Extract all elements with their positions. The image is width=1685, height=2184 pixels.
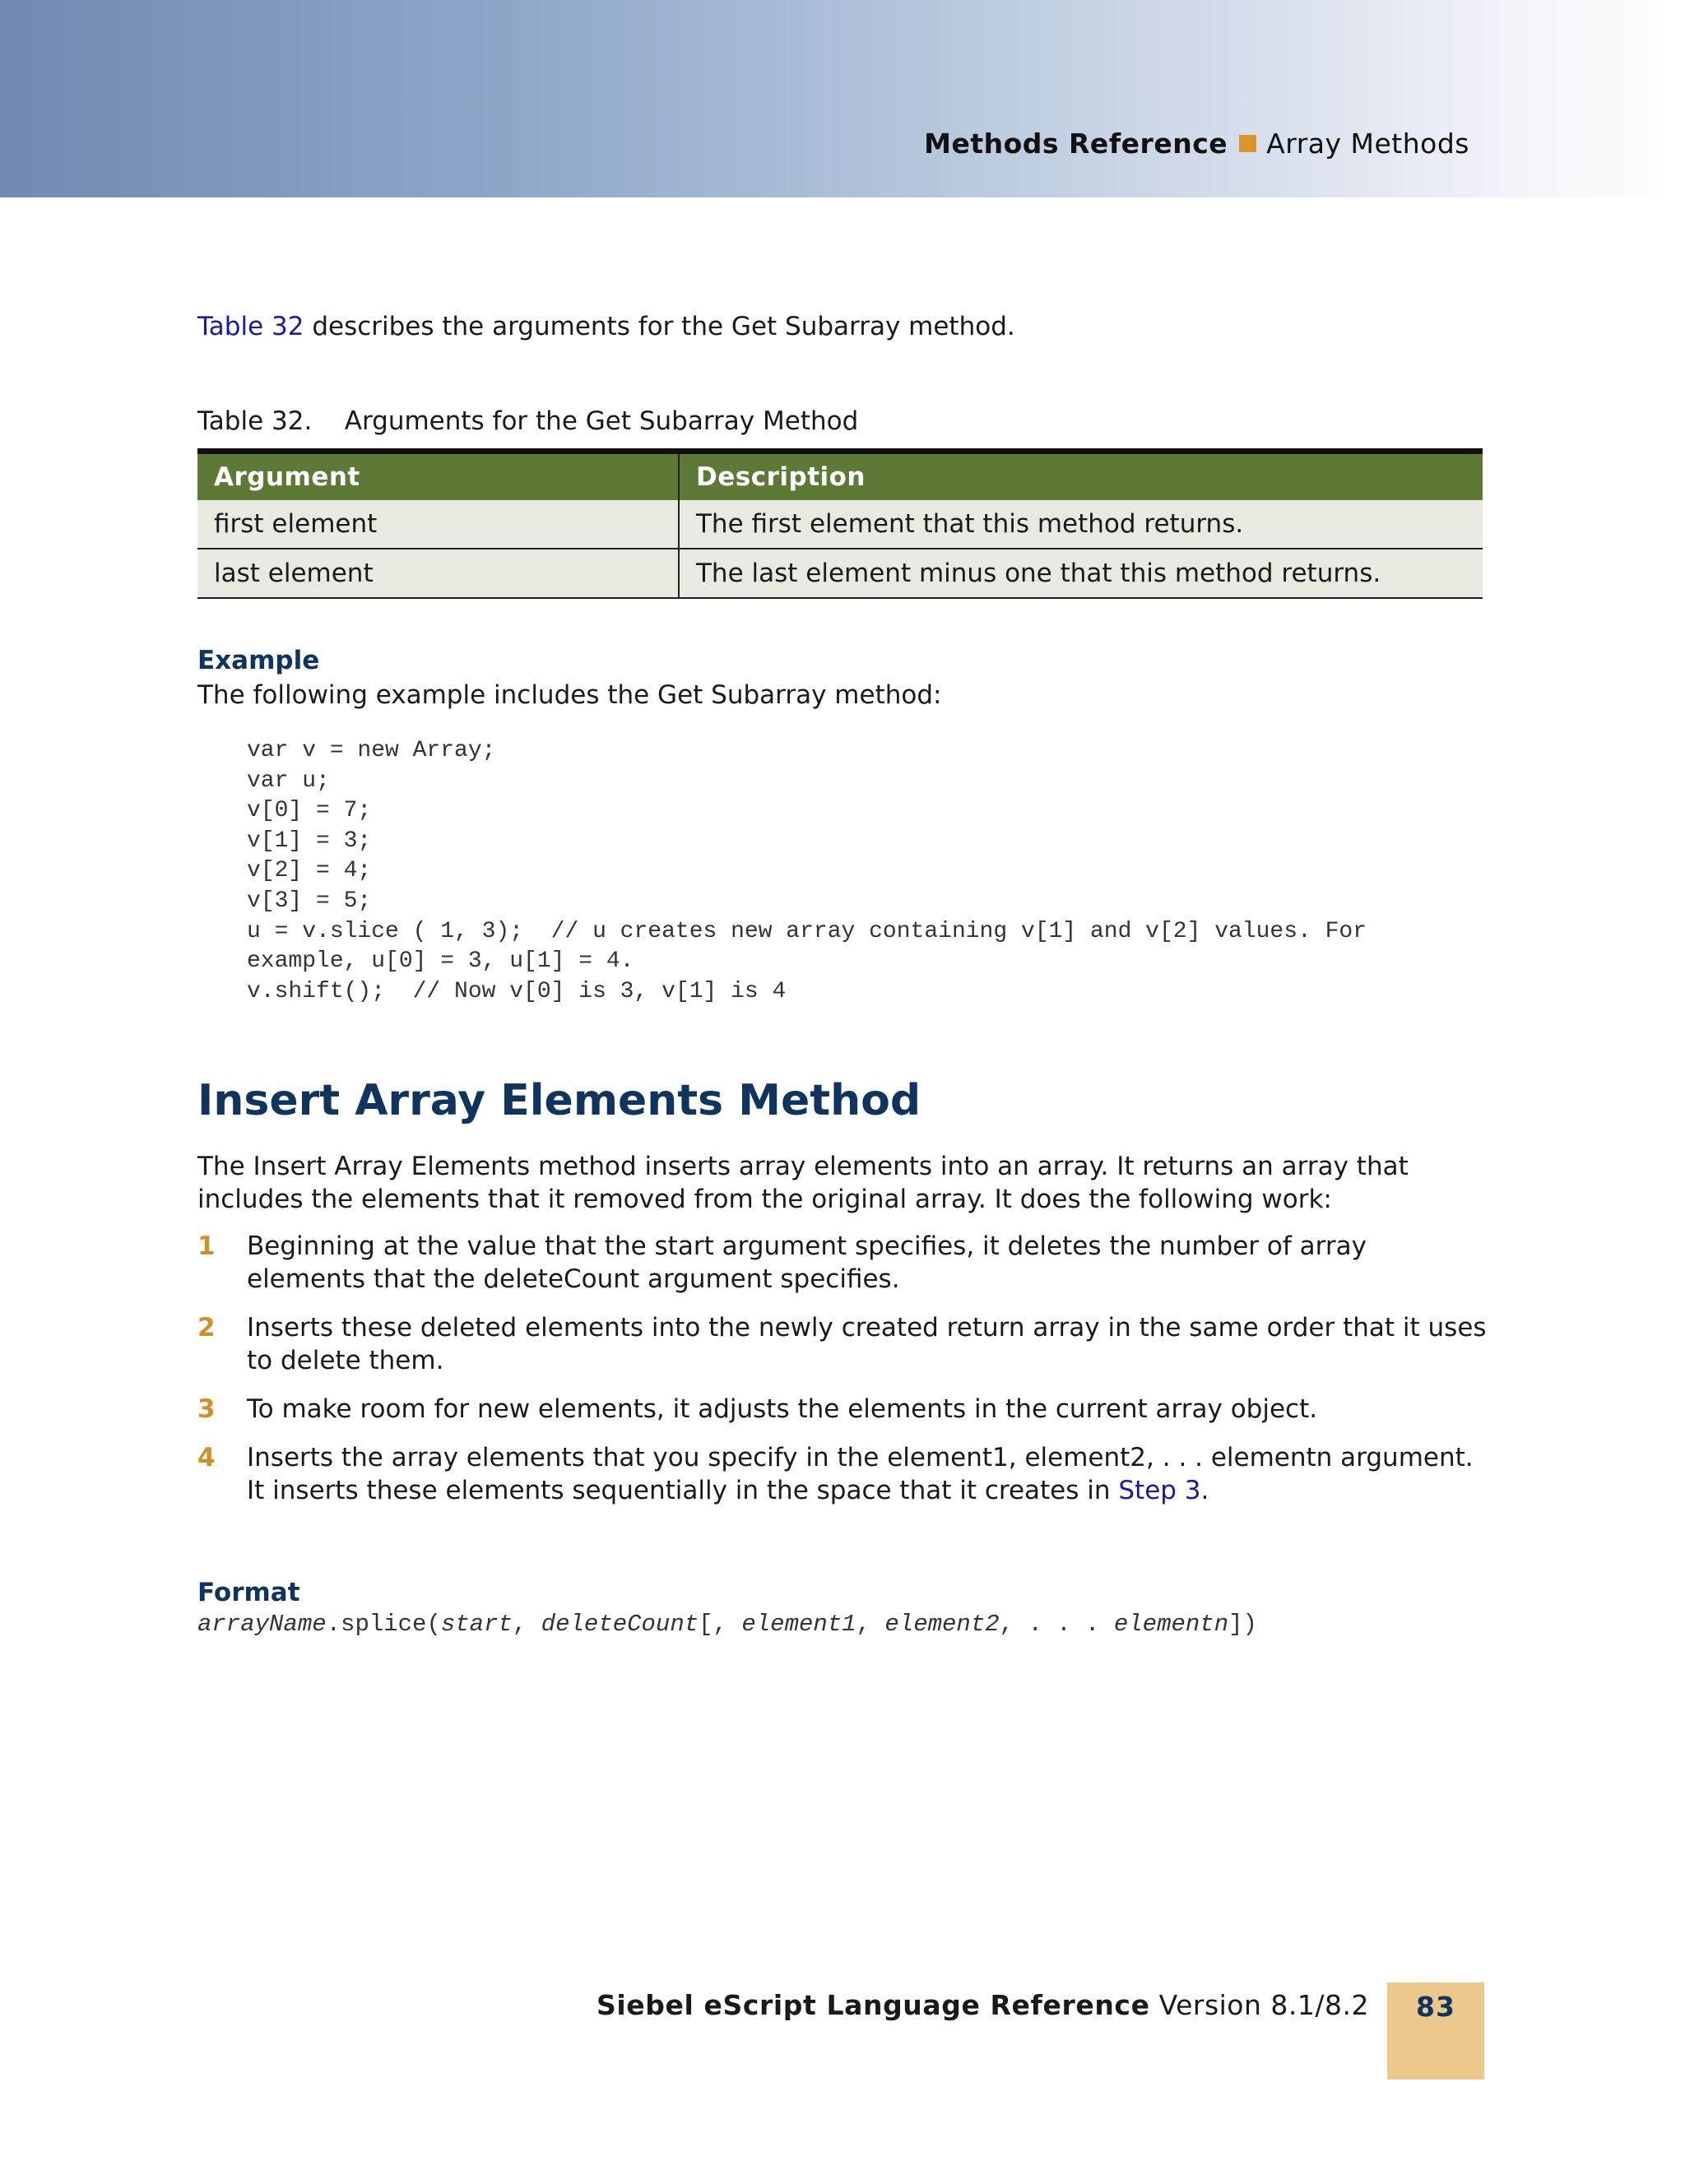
- syntax-bracket: [,: [699, 1611, 742, 1638]
- syntax-separator: ,: [856, 1611, 885, 1638]
- arguments-table: [197, 448, 1483, 599]
- example-code-block: var v = new Array; var u; v[0] = 7; v[1] = 3; v[2] = 4; v[3] = 5; u = v.slice ( 1, 3); // u creates new array containing v[1] and v[2] values. For example, u[0] = 3, u[1] = 4. v.shift(); // Now v[0] is 3, v[1] is 4: [247, 738, 1367, 1004]
- step-text: Inserts these deleted elements into the newly created return array in the same order that it uses to delete them.: [247, 1313, 1487, 1375]
- step-suffix: .: [1200, 1476, 1209, 1505]
- footer-book-title: Siebel eScript Language Reference: [596, 1989, 1150, 2021]
- format-heading: Format: [197, 1578, 300, 1607]
- section-intro: The Insert Array Elements method inserts array elements into an array. It returns an array that includes the elements that it removed from the original array. It does the following work:: [197, 1152, 1409, 1214]
- syntax-delete-count: deleteCount: [541, 1611, 699, 1638]
- header-section: Array Methods: [1266, 128, 1469, 160]
- step-text: Beginning at the value that the start argument specifies, it deletes the number of array elements that the deleteCount argument specifies.: [247, 1231, 1367, 1294]
- table-32-link[interactable]: Table 32: [197, 312, 304, 341]
- step-text: Inserts the array elements that you specify in the element1, element2, . . . elementn argument. It inserts these elements sequentially in the space that it creates in: [247, 1443, 1474, 1505]
- step-number: 4: [197, 1443, 216, 1472]
- intro-paragraph: [197, 308, 1481, 345]
- syntax-array-name: arrayName: [197, 1611, 327, 1638]
- syntax-start: start: [440, 1611, 513, 1638]
- page-number: 83: [1416, 1991, 1455, 2023]
- step-text: To make room for new elements, it adjusts the elements in the current array object.: [247, 1394, 1318, 1424]
- list-item: [197, 1230, 1489, 1296]
- footer-version: Version 8.1/8.2: [1149, 1989, 1369, 2021]
- example-heading: Example: [197, 646, 320, 675]
- column-header-argument: Argument: [197, 452, 679, 501]
- syntax-element1: element1: [741, 1611, 856, 1638]
- table-caption: Table 32. Arguments for the Get Subarray Method: [197, 406, 859, 436]
- page-number-box: [1387, 1982, 1484, 2080]
- column-header-description: Description: [679, 452, 1483, 501]
- syntax-elementn: elementn: [1113, 1611, 1229, 1638]
- syntax-closing: ]): [1228, 1611, 1257, 1638]
- syntax-ellipsis: , . . .: [999, 1611, 1114, 1638]
- section-title: Insert Array Elements Method: [197, 1076, 921, 1125]
- intro-text: describes the arguments for the Get Subarray method.: [304, 312, 1015, 341]
- steps-list: [197, 1230, 1489, 1523]
- cell-description: The first element that this method returns.: [679, 500, 1483, 549]
- cell-argument: first element: [197, 500, 679, 549]
- syntax-separator: ,: [512, 1611, 541, 1638]
- list-item: [197, 1393, 1489, 1426]
- list-item: [197, 1441, 1489, 1507]
- header-square-icon: [1239, 135, 1256, 152]
- running-footer: [596, 1989, 1369, 2021]
- header-band: [0, 0, 1685, 197]
- header-chapter: Methods Reference: [924, 128, 1228, 160]
- table-row: [197, 549, 1483, 598]
- running-header: [924, 128, 1469, 160]
- table-row: [197, 500, 1483, 549]
- step-number: 1: [197, 1231, 216, 1261]
- cell-description: The last element minus one that this method returns.: [679, 549, 1483, 598]
- syntax-method: .splice(: [326, 1611, 441, 1638]
- list-item: [197, 1311, 1489, 1377]
- format-syntax: [197, 1611, 1257, 1638]
- syntax-element2: element2: [884, 1611, 1000, 1638]
- example-text: The following example includes the Get Subarray method:: [197, 680, 942, 710]
- cell-argument: last element: [197, 549, 679, 598]
- step-number: 3: [197, 1394, 216, 1424]
- table-header-row: [197, 452, 1483, 501]
- step-number: 2: [197, 1313, 216, 1342]
- step-3-link[interactable]: Step 3: [1118, 1476, 1201, 1505]
